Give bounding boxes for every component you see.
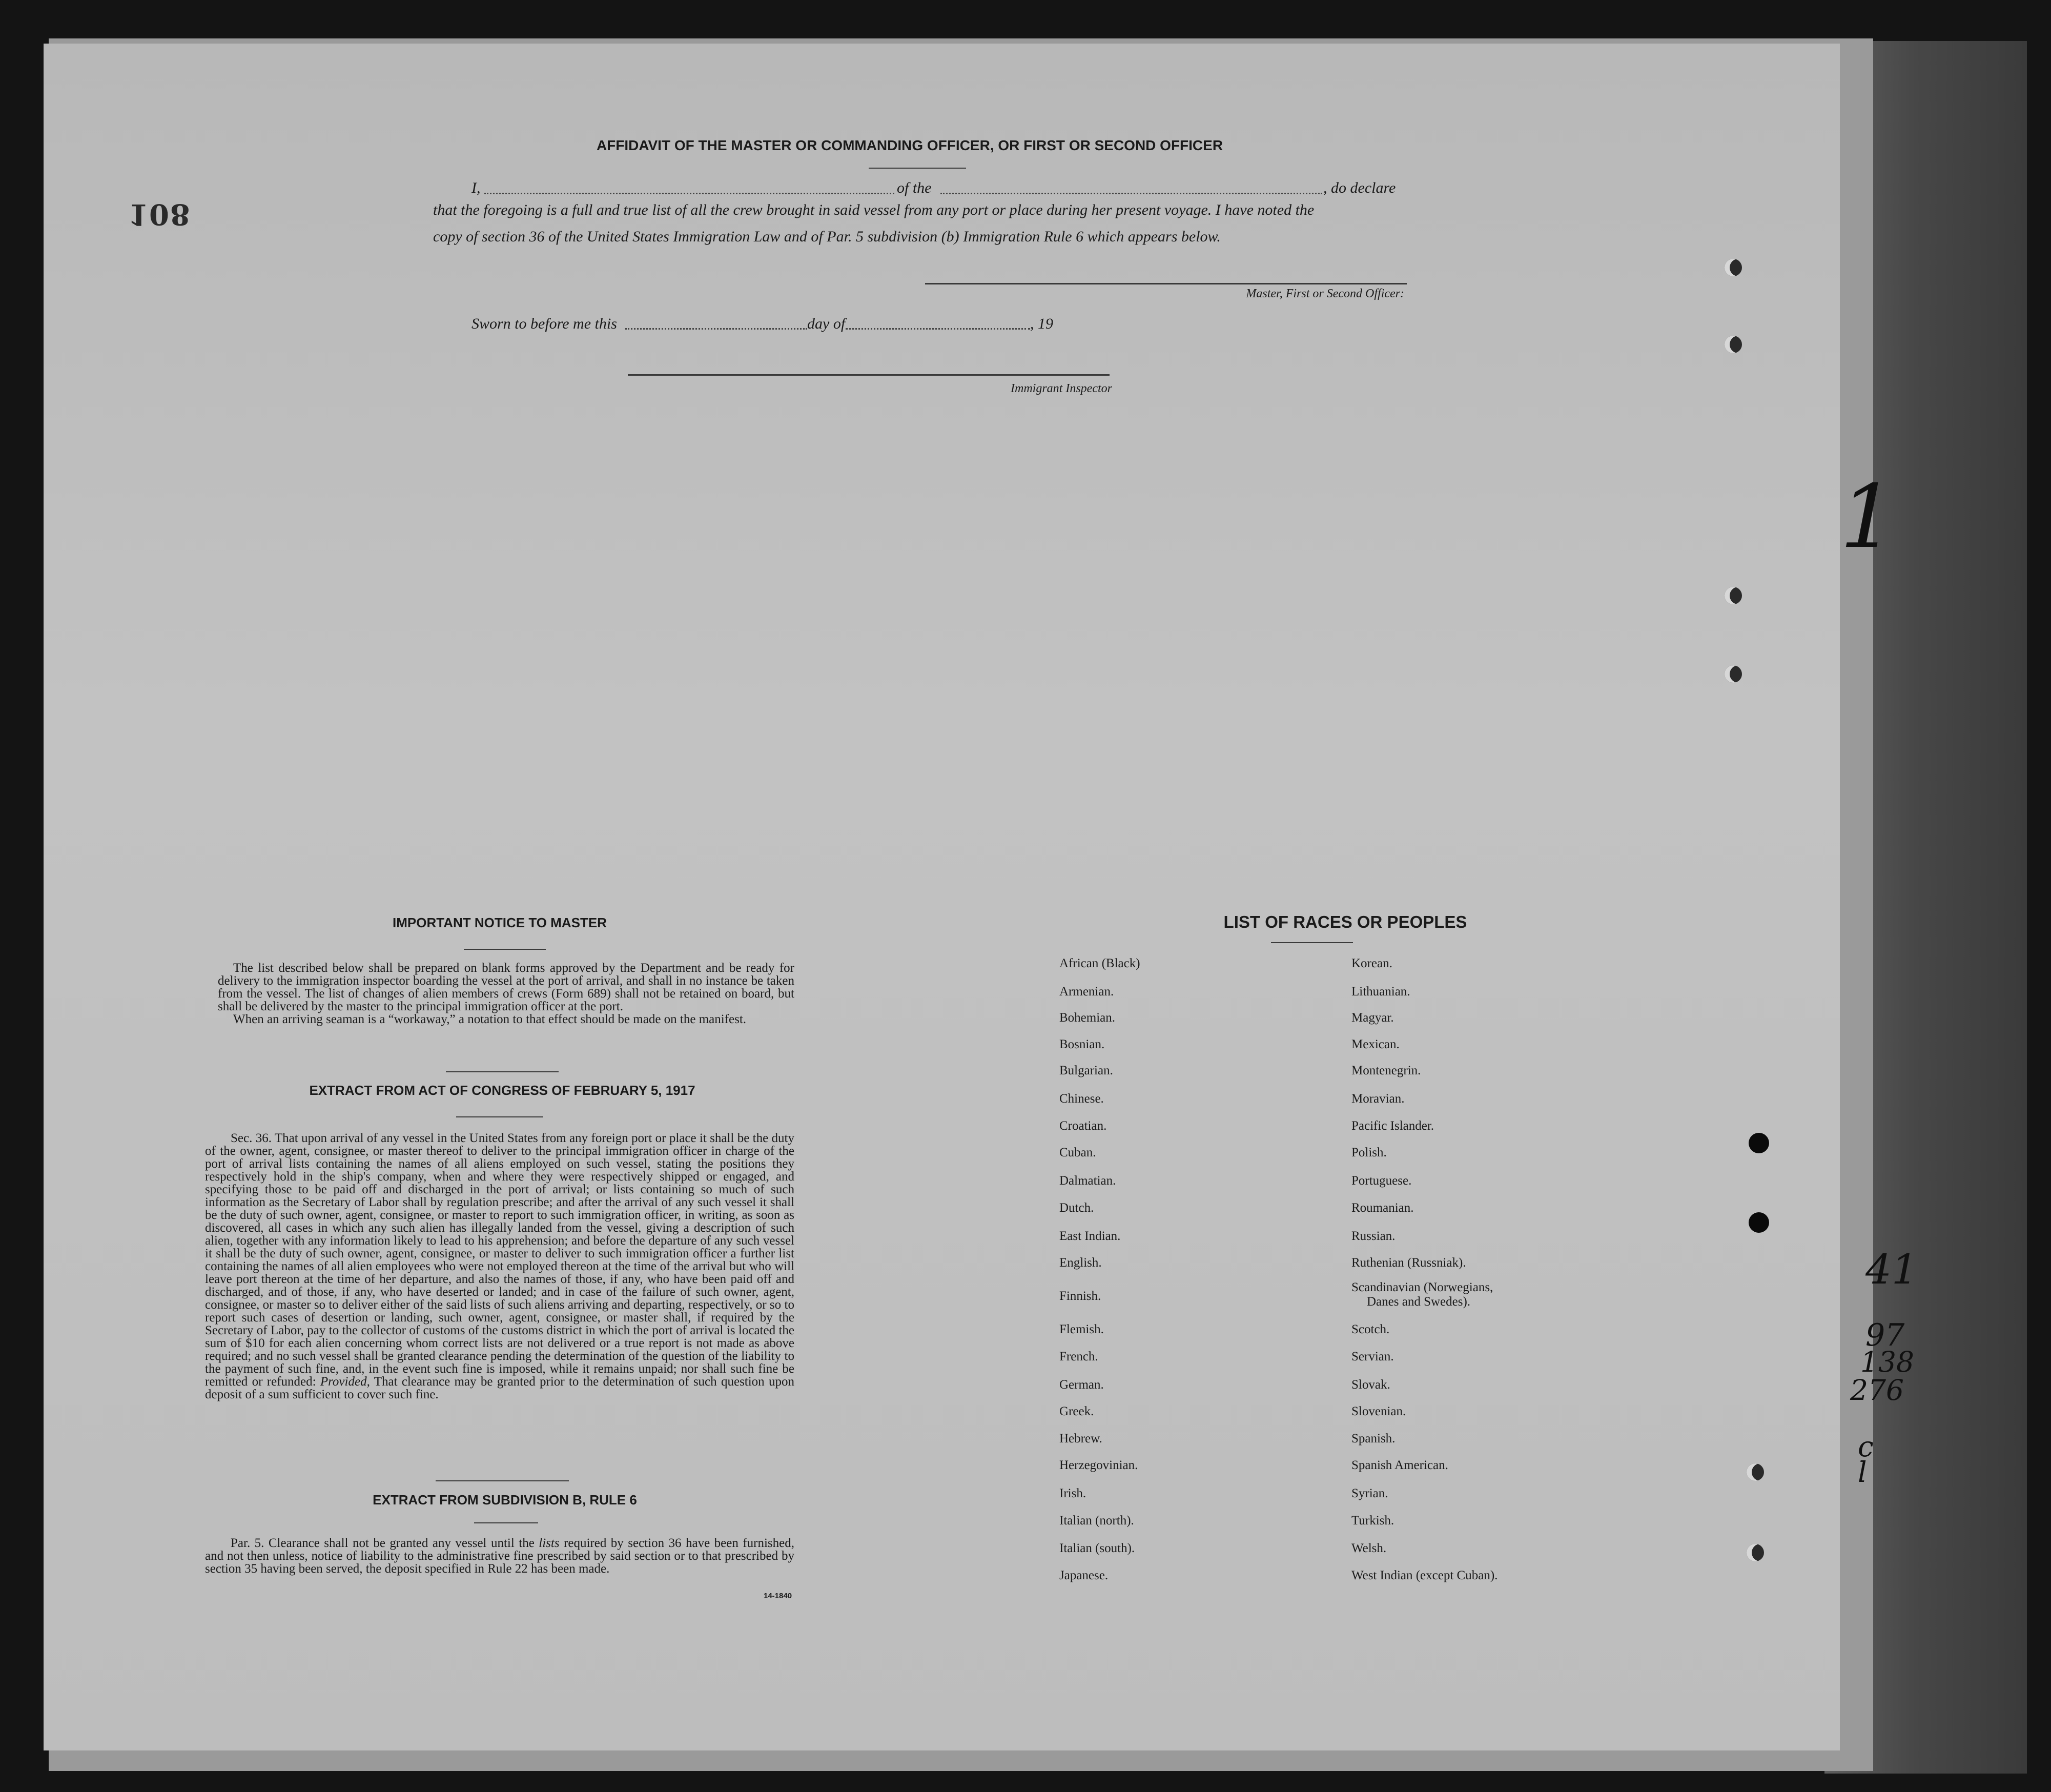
race-item: Magyar.: [1351, 1011, 1394, 1025]
race-item: Russian.: [1351, 1229, 1396, 1243]
race-item: Greek.: [1059, 1404, 1094, 1418]
page-number-mirrored: 108: [128, 197, 191, 231]
notice-title: IMPORTANT NOTICE TO MASTER: [393, 915, 607, 930]
inspector-signature-line[interactable]: [628, 374, 1110, 376]
declare-line-2: that the foregoing is a full and true list of all the crew brought in said vessel from any port or place during her present voyage. I have noted the: [433, 201, 1315, 218]
notice-text-1: The list described below shall be prepared on blank forms approved by the Department and be ready for delivery to the immigration inspector boarding the vessel at the port of arrival, and shall in no instance be taken from the vessel. The list of changes of alien members of crews (Form 689) shall not be retained on board, but shall be delivered by the master to the principal immigration officer at the port.: [218, 961, 794, 1013]
declare-line-3: copy of section 36 of the United States Immigration Law and of Par. 5 subdivision (b) Immigration Rule 6 which appears below.: [433, 228, 1221, 245]
rule-text-lists: lists: [539, 1536, 560, 1550]
handwritten-mark: c: [1858, 1430, 1874, 1463]
sworn-day-of: day of: [807, 315, 846, 332]
race-item: Bosnian.: [1059, 1037, 1105, 1051]
form-number: 14-1840: [764, 1592, 792, 1600]
race-item: Moravian.: [1351, 1092, 1405, 1106]
race-item: Bulgarian.: [1059, 1064, 1113, 1077]
race-item-continued: Danes and Swedes).: [1367, 1295, 1471, 1309]
rule-text-a: Par. 5. Clearance shall not be granted any vessel until the: [231, 1536, 535, 1550]
race-item: Slovak.: [1351, 1378, 1390, 1392]
handwritten-mark: 1: [1840, 466, 1896, 568]
race-item: German.: [1059, 1378, 1104, 1392]
sworn-year: , 19: [1030, 315, 1053, 332]
race-item: English.: [1059, 1256, 1102, 1270]
notice-divider: [464, 949, 546, 950]
declare-of-the: of the: [897, 179, 932, 196]
race-item: Servian.: [1351, 1350, 1394, 1363]
act-divider: [456, 1116, 543, 1117]
affidavit-title: AFFIDAVIT OF THE MASTER OR COMMANDING OFFICER, OR FIRST OR SECOND OFFICER: [596, 137, 1223, 153]
race-item: Italian (north).: [1059, 1514, 1134, 1528]
race-item: Irish.: [1059, 1486, 1086, 1500]
binder-hole: [1725, 665, 1742, 683]
binder-hole: [1747, 1544, 1764, 1561]
race-item: Dalmatian.: [1059, 1174, 1116, 1188]
binder-hole: [1747, 1463, 1764, 1481]
races-divider: [1271, 942, 1353, 943]
rule-divider: [474, 1522, 538, 1523]
act-title: EXTRACT FROM ACT OF CONGRESS OF FEBRUARY 5, 1917: [309, 1083, 695, 1098]
handwritten-mark: l: [1858, 1456, 1867, 1489]
race-item: Scandinavian (Norwegians,: [1351, 1280, 1493, 1294]
section-divider-2: [436, 1480, 569, 1481]
race-item: Italian (south).: [1059, 1541, 1135, 1555]
provided-word: Provided,: [320, 1375, 370, 1389]
binder-hole: [1749, 1133, 1769, 1153]
race-item: Lithuanian.: [1351, 985, 1410, 999]
race-item: Syrian.: [1351, 1486, 1388, 1500]
binder-hole: [1749, 1212, 1769, 1233]
race-item: Japanese.: [1059, 1569, 1109, 1582]
race-item: Scotch.: [1351, 1322, 1390, 1336]
race-item: Montenegrin.: [1351, 1064, 1421, 1077]
rule-text-b: required by section 36 have been furnished, and not then unless, notice of liability to the administrative fine prescribed by said section or to that prescribed by section 35 having been served, the deposit specified in Rule 22 has been made.: [205, 1536, 794, 1576]
vessel-blank[interactable]: [940, 193, 1322, 194]
section-36-tail: That clearance may be granted prior to the determination of such question upon deposit of a sum sufficient to cover such fine.: [205, 1375, 794, 1401]
handwritten-number: 41: [1865, 1246, 1918, 1293]
handwritten-number: 276: [1850, 1374, 1904, 1407]
name-blank[interactable]: [484, 193, 894, 194]
section-36-body: Sec. 36. That upon arrival of any vessel in the United States from any foreign port or place it shall be the duty of the owner, agent, consignee, or master thereof to deliver to the principal immigration officer in charge of the port of arrival lists containing the names of all aliens employed on such vessel, stating the positions they respectively hold in the ship's company, when and where they were respectively shipped or engaged, and specifying those to be paid off and discharged in the port of arrival; or lists containing so much of such information as the Secretary of Labor shall by regulation prescribe; and after the arrival of any such vessel it shall be the duty of such owner, agent, consignee, or master to report to such immigration officer, in writing, as soon as discovered, all cases in which any such alien has illegally landed from the vessel, giving a description of such alien, together with any information likely to lead to his apprehension; and before the departure of any such vessel it shall be the duty of such owner, agent, consignee, or master to deliver to such immigration officer a further list containing the names of all alien employees who were not employed thereon at the time of the arrival but who will leave port thereon at the time of her departure, and also the names of those, if any, who have been paid off and discharged, and of those, if any, who have deserted or landed; and in case of the failure of such owner, agent, consignee, or master so to deliver either of the said lists of such aliens arriving and departing, respectively, or so to report such cases of desertion or landing, such owner, agent, consignee, or master shall, if required by the Secretary of Labor, pay to the collector of customs of the customs district in which the port of arrival is located the sum of $10 for each alien concerning whom correct lists are not delivered or a true report is not made as above required; and no such vessel shall be granted clearance pending the determination of the question of the liability to the payment of such fine, and, in the event such fine is imposed, while it remains unpaid; nor shall such fine be remitted or refunded:: [205, 1131, 794, 1389]
declare-end: , do declare: [1323, 179, 1396, 196]
race-item: Flemish.: [1059, 1322, 1104, 1336]
race-item: French.: [1059, 1350, 1098, 1363]
signature-line[interactable]: [925, 283, 1407, 284]
race-item: Spanish American.: [1351, 1458, 1448, 1472]
race-item: Herzegovinian.: [1059, 1458, 1138, 1472]
race-item: Pacific Islander.: [1351, 1119, 1434, 1133]
sworn-text: Sworn to before me this: [471, 315, 617, 332]
inspector-label: Immigrant Inspector: [1011, 382, 1112, 395]
race-item: Cuban.: [1059, 1146, 1096, 1159]
race-item: Roumanian.: [1351, 1201, 1414, 1215]
race-item: Portuguese.: [1351, 1174, 1412, 1188]
race-item: Bohemian.: [1059, 1011, 1116, 1025]
sworn-month-blank[interactable]: [846, 328, 1030, 330]
race-item: Chinese.: [1059, 1092, 1104, 1106]
race-item: Spanish.: [1351, 1432, 1396, 1445]
race-item: East Indian.: [1059, 1229, 1121, 1243]
handwritten-number: 138: [1860, 1346, 1914, 1378]
sworn-day-blank[interactable]: [625, 328, 807, 330]
race-item: Finnish.: [1059, 1289, 1101, 1303]
rule-title: EXTRACT FROM SUBDIVISION B, RULE 6: [373, 1492, 637, 1508]
race-item: Welsh.: [1351, 1541, 1387, 1555]
race-item: Ruthenian (Russniak).: [1351, 1256, 1466, 1270]
signature-label: Master, First or Second Officer:: [1246, 287, 1404, 300]
race-item: Dutch.: [1059, 1201, 1094, 1215]
race-item: Turkish.: [1351, 1514, 1394, 1528]
notice-paragraph: [218, 962, 794, 1026]
title-divider: [869, 168, 966, 169]
race-item: Croatian.: [1059, 1119, 1107, 1133]
binder-hole: [1725, 587, 1742, 604]
section-36-text: [205, 1132, 794, 1401]
binder-hole: [1725, 336, 1742, 353]
declare-line-start: I,: [471, 179, 481, 196]
race-item: Korean.: [1351, 956, 1392, 970]
binder-hole: [1725, 259, 1742, 276]
section-divider-1: [446, 1071, 559, 1072]
race-item: West Indian (except Cuban).: [1351, 1569, 1498, 1582]
handwritten-number: 97: [1865, 1317, 1905, 1353]
race-item: Mexican.: [1351, 1037, 1400, 1051]
race-item: Slovenian.: [1351, 1404, 1406, 1418]
race-item: Hebrew.: [1059, 1432, 1102, 1445]
notice-text-2: When an arriving seaman is a “workaway,” a notation to that effect should be made on the manifest.: [233, 1012, 747, 1026]
rule-text: [205, 1537, 794, 1575]
races-title: LIST OF RACES OR PEOPLES: [1223, 912, 1467, 931]
race-item: African (Black): [1059, 956, 1140, 970]
race-item: Polish.: [1351, 1146, 1387, 1159]
race-item: Armenian.: [1059, 985, 1114, 999]
